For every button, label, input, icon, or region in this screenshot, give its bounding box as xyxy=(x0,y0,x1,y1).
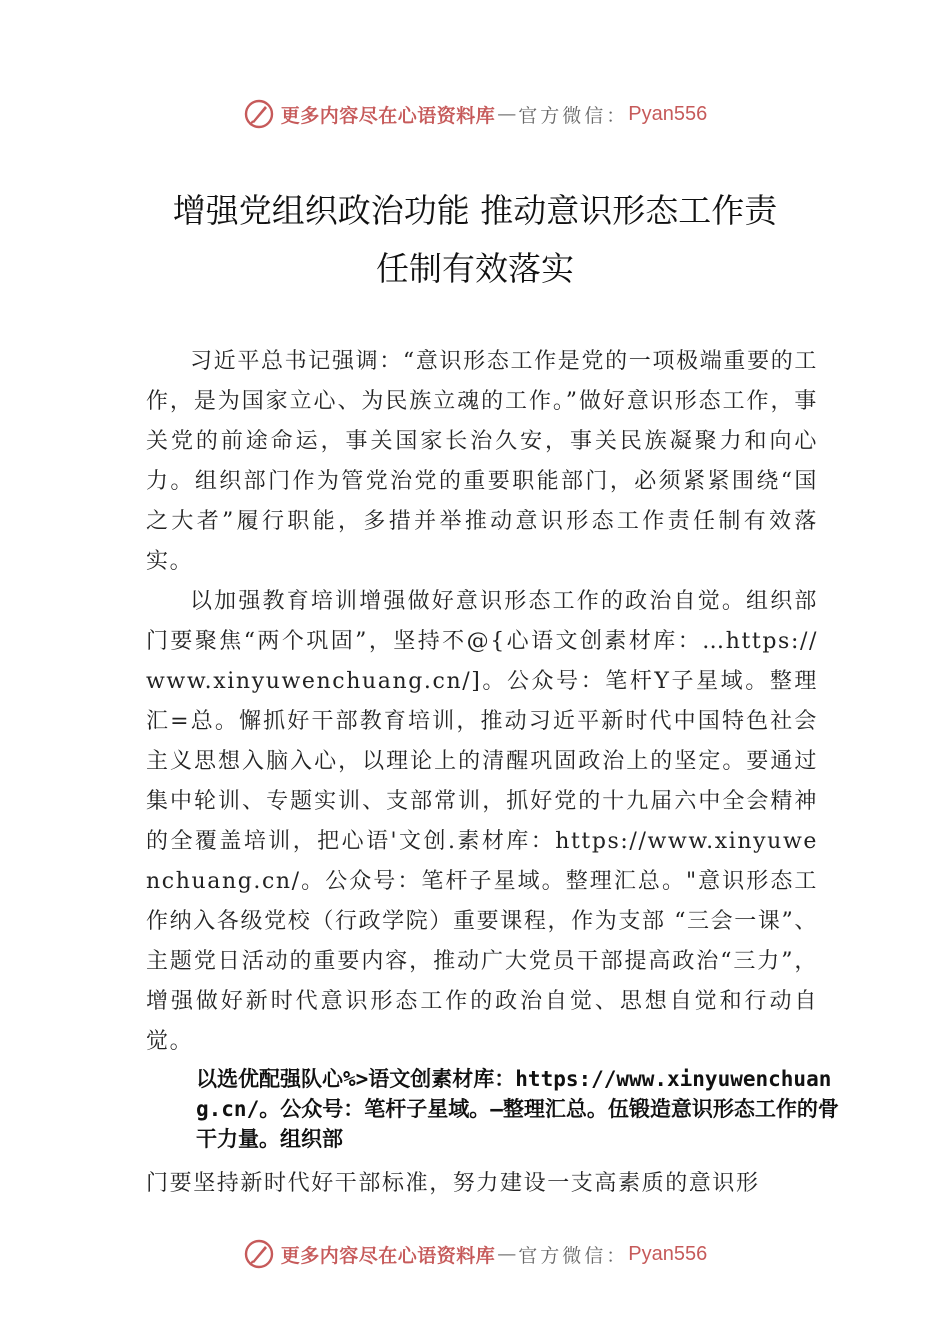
title-line-2: 任制有效落实 xyxy=(376,249,574,288)
banner-wechat-id: Pyan556 xyxy=(628,102,708,125)
tail-line: 门要坚持新时代好干部标准，努力建设一支高素质的意识形 xyxy=(146,1171,760,1196)
document-title xyxy=(140,182,810,298)
banner-text: 更多内容尽在心语资料库 xyxy=(280,1244,496,1267)
title-line-1: 增强党组织政治功能 推动意识形态工作责 xyxy=(172,191,778,230)
quill-icon xyxy=(243,1238,275,1270)
footer-banner xyxy=(0,1234,950,1274)
paragraph-2: 以加强教育培训增强做好意识形态工作的政治自觉。组织部门要聚焦“两个巩固”，坚持不@{心语文创素材库：…https://www.xinyuwenchuang.cn/]。公众号：笔杆Y子星域。整理汇=总。懈抓好干部教育培训，推动习近平新时代中国特色社会主义思想入脑入心，以理论上的清醒巩固政治上的坚定。要通过集中轮训、专题实训、支部常训，抓好党的十九届六中全会精神的全覆盖培训，把心语'文创.素材库：https://www.xinyuwenchuang.cn/。公众号：笔杆子星域。整理汇总。"意识形态工作纳入各级党校（行政学院）重要课程，作为支部 “三会一课”、主题党日活动的重要内容，推动广大党员干部提高政治“三力”，增强做好新时代意识形态工作的政治自觉、思想自觉和行动自觉。 xyxy=(146,589,818,1054)
paragraph-1: 习近平总书记强调：“意识形态工作是党的一项极端重要的工作，是为国家立心、为民族立魂的工作。”做好意识形态工作，事关党的前途命运，事关国家长治久安，事关民族凝聚力和向心力。组织部门作为管党治党的重要职能部门，必须紧紧围绕“国之大者”履行职能，多措并举推动意识形态工作责任制有效落实。 xyxy=(146,349,818,574)
banner-wechat-id: Pyan556 xyxy=(628,1242,708,1265)
quill-icon xyxy=(243,98,275,130)
banner-text: 更多内容尽在心语资料库 xyxy=(280,104,496,127)
document-body xyxy=(146,342,818,1062)
banner-wechat-label: 官方微信： xyxy=(518,104,629,127)
banner-wechat-label: 官方微信： xyxy=(518,1244,629,1267)
header-banner xyxy=(0,94,950,134)
banner-separator: — xyxy=(497,1243,517,1265)
bold-paragraph: 以选优配强队心%>语文创素材库：https://www.xinyuwenchuang.cn/。公众号：笔杆子星域。—整理汇总。伍锻造意识形态工作的骨干力量。组织部 xyxy=(196,1067,839,1151)
banner-separator: — xyxy=(497,103,517,125)
